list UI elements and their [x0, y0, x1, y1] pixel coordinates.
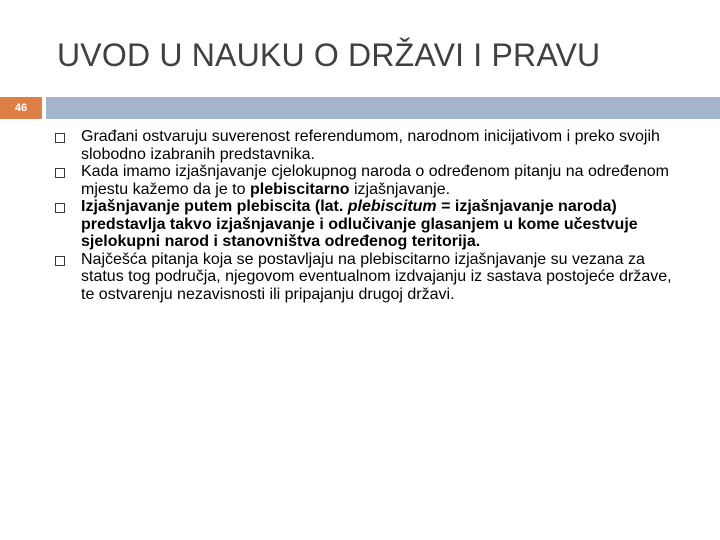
bullet-item — [54, 198, 674, 251]
checkbox-square-icon — [55, 256, 65, 266]
bullet-text: Građani ostvaruju suverenost referendumom, narodnom inicijativom i preko svojih slobodno izabranih predstavnika. — [81, 128, 660, 163]
checkbox-square-icon — [55, 203, 65, 213]
bullet-text-bold: plebiscitarno — [249, 180, 350, 198]
checkbox-square-icon — [55, 168, 65, 178]
bullet-text-after: izjašnjavanje. — [349, 180, 451, 198]
bullet-text-before: Izjašnjavanje putem plebiscita (lat. — [81, 198, 348, 215]
bullet-item — [54, 251, 674, 304]
slide-title: UVOD U NAUKU O DRŽAVI I PRAVU — [57, 37, 601, 73]
checkbox-square-icon — [55, 133, 65, 143]
bullet-text-italic: plebiscitum — [347, 198, 437, 215]
bullet-text-after: = izjašnjavanje naroda) predstavlja takvo izjašnjavanje i odlučivanje glasanjem u kome učestvuje sjelokupni narod i stanovništva određenog teritorija. — [81, 198, 638, 250]
bullet-item — [54, 128, 674, 163]
header-bar — [46, 97, 720, 119]
bullet-text: Najčešća pitanja koja se postavljaju na plebiscitarno izjašnjavanje su vezana za status tog područja, njegovom eventualnom izdvajanju iz sastava postojeće države, te ostvarenju nezavisnosti ili pripajanju drugoj državi. — [81, 250, 672, 303]
page-number-badge: 46 — [0, 97, 42, 119]
bullet-list — [54, 128, 674, 303]
bullet-text-before: Kada imamo izjašnjavanje cjelokupnog naroda o određenom pitanju na određenom mjestu kažemo da je to — [81, 163, 669, 198]
bullet-item — [54, 163, 674, 198]
